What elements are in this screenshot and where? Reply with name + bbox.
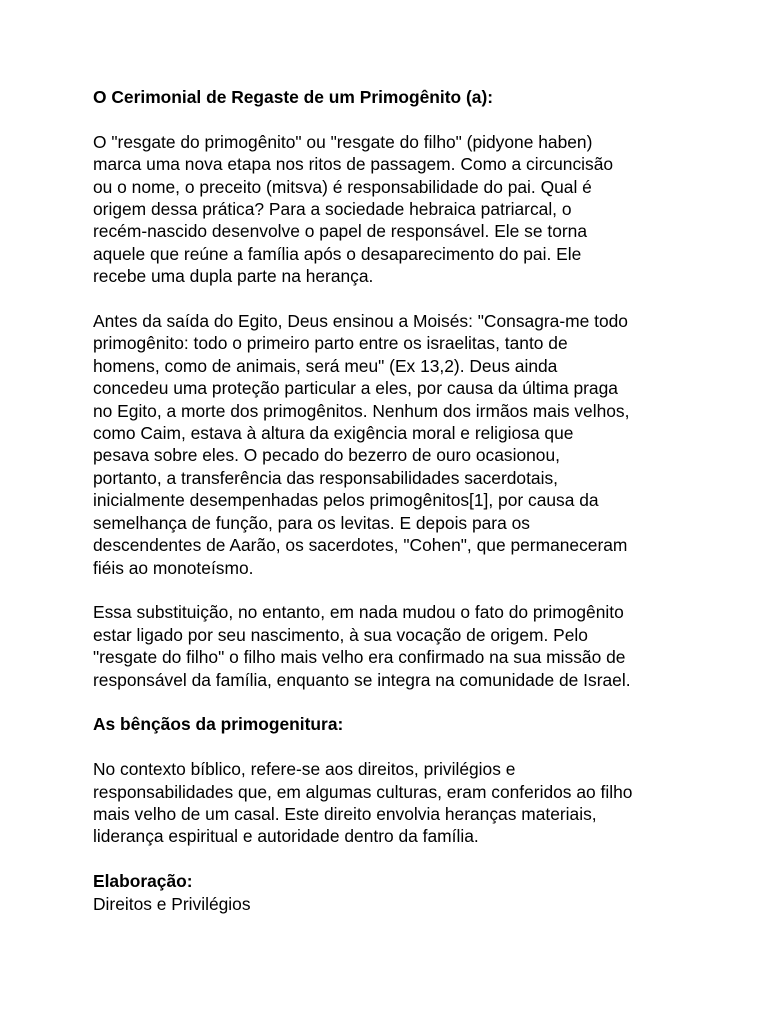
paragraph-line: Essa substituição, no entanto, em nada mudou o fato do primogênito: [93, 602, 624, 623]
paragraph-line: "resgate do filho" o filho mais velho era confirmado na sua missão de: [93, 647, 626, 668]
section-heading-elaboracao: [93, 870, 693, 892]
paragraph-line: Direitos e Privilégios: [93, 893, 251, 914]
paragraph-contexto: [93, 758, 693, 848]
paragraph-substituicao: [93, 601, 693, 691]
paragraph-line: portanto, a transferência das responsabilidades sacerdotais,: [93, 467, 558, 488]
heading-text: As bênçãos da primogenitura:: [93, 714, 344, 735]
heading-text: Elaboração:: [93, 871, 193, 892]
section-heading-bencaos: [93, 713, 693, 735]
paragraph-line: primogênito: todo o primeiro parto entre os israelitas, tanto de: [93, 333, 568, 354]
paragraph-direitos: [93, 893, 693, 915]
paragraph-line: responsabilidades que, em algumas culturas, eram conferidos ao filho: [93, 781, 633, 802]
paragraph-line: recém-nascido desenvolve o papel de responsável. Ele se torna: [93, 221, 587, 242]
paragraph-egito: [93, 310, 693, 579]
paragraph-line: inicialmente desempenhadas pelos primogênitos[1], por causa da: [93, 490, 599, 511]
document-page: [93, 86, 693, 915]
paragraph-line: pesava sobre eles. O pecado do bezerro de ouro ocasionou,: [93, 445, 560, 466]
paragraph-line: responsável da família, enquanto se integra na comunidade de Israel.: [93, 669, 631, 690]
paragraph-line: no Egito, a morte dos primogênitos. Nenhum dos irmãos mais velhos,: [93, 400, 630, 421]
paragraph-line: fiéis ao monoteísmo.: [93, 557, 254, 578]
paragraph-line: semelhança de função, para os levitas. E depois para os: [93, 512, 530, 533]
paragraph-line: recebe uma dupla parte na herança.: [93, 266, 374, 287]
paragraph-line: origem dessa prática? Para a sociedade hebraica patriarcal, o: [93, 199, 572, 220]
paragraph-line: homens, como de animais, será meu" (Ex 13,2). Deus ainda: [93, 355, 558, 376]
paragraph-line: aquele que reúne a família após o desaparecimento do pai. Ele: [93, 243, 582, 264]
paragraph-line: liderança espiritual e autoridade dentro da família.: [93, 826, 479, 847]
heading-text: O Cerimonial de Regaste de um Primogênito (a):: [93, 87, 494, 107]
paragraph-line: marca uma nova etapa nos ritos de passagem. Como a circuncisão: [93, 154, 614, 175]
paragraph-line: mais velho de um casal. Este direito envolvia heranças materiais,: [93, 803, 597, 824]
paragraph-resgate: [93, 131, 693, 288]
paragraph-line: No contexto bíblico, refere-se aos direitos, privilégios e: [93, 759, 516, 780]
paragraph-line: ou o nome, o preceito (mitsva) é responsabilidade do pai. Qual é: [93, 176, 592, 197]
paragraph-line: Antes da saída do Egito, Deus ensinou a Moisés: "Consagra-me todo: [93, 311, 628, 332]
paragraph-line: descendentes de Aarão, os sacerdotes, "Cohen", que permaneceram: [93, 535, 628, 556]
section-heading-cerimonial: [93, 86, 693, 108]
paragraph-line: concedeu uma proteção particular a eles, por causa da última praga: [93, 378, 618, 399]
paragraph-line: O "resgate do primogênito" ou "resgate do filho" (pidyone haben): [93, 131, 593, 152]
paragraph-line: estar ligado por seu nascimento, à sua vocação de origem. Pelo: [93, 624, 588, 645]
paragraph-line: como Caim, estava à altura da exigência moral e religiosa que: [93, 423, 574, 444]
